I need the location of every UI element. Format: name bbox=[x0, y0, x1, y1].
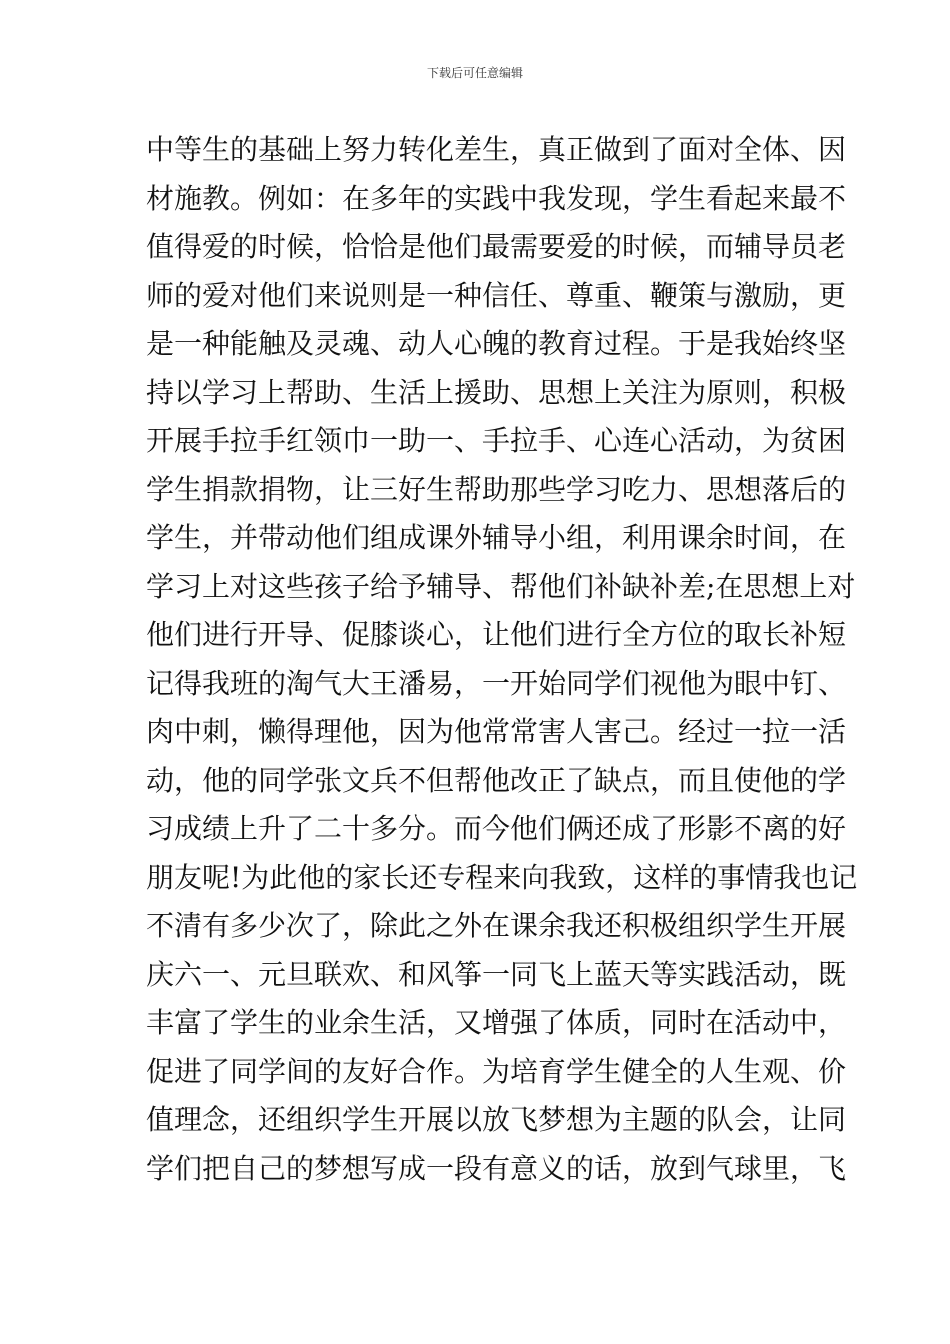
text-line: 促进了同学间的友好合作。为培育学生健全的人生观、价 bbox=[146, 1054, 847, 1088]
text-line: 肉中刺，懒得理他，因为他常常害人害己。经过一拉一活 bbox=[146, 715, 847, 748]
text-line: 材施教。例如：在多年的实践中我发现，学生看起来最不 bbox=[146, 181, 847, 215]
text-line: 学生，并带动他们组成课外辅导小组，利用课余时间，在 bbox=[146, 521, 847, 554]
text-line: 是一种能触及灵魂、动人心魄的教育过程。于是我始终坚 bbox=[146, 327, 847, 360]
text-line: 记得我班的淘气大王潘易，一开始同学们视他为眼中钉、 bbox=[146, 666, 847, 700]
text-line: 不清有多少次了，除此之外在课余我还积极组织学生开展 bbox=[146, 909, 847, 942]
text-line: 值得爱的时候，恰恰是他们最需要爱的时候，而辅导员老 bbox=[146, 230, 847, 263]
text-line: 值理念，还组织学生开展以放飞梦想为主题的队会，让同 bbox=[146, 1103, 847, 1136]
text-line: 中等生的基础上努力转化差生，真正做到了面对全体、因 bbox=[146, 133, 847, 166]
text-line: 习成绩上升了二十多分。而今他们俩还成了形影不离的好 bbox=[146, 812, 847, 845]
text-line: 学习上对这些孩子给予辅导、帮他们补缺补差;在思想上对 bbox=[146, 569, 856, 603]
text-line: 开展手拉手红领巾一助一、手拉手、心连心活动，为贫困 bbox=[146, 424, 847, 457]
text-line: 庆六一、元旦联欢、和风筝一同飞上蓝天等实践活动，既 bbox=[146, 957, 847, 991]
body-paragraph bbox=[146, 126, 858, 1193]
text-line: 师的爱对他们来说则是一种信任、尊重、鞭策与激励，更 bbox=[146, 278, 847, 312]
text-line: 他们进行开导、促膝谈心，让他们进行全方位的取长补短 bbox=[146, 618, 847, 651]
text-line: 学们把自己的梦想写成一段有意义的话，放到气球里，飞 bbox=[146, 1151, 847, 1185]
text-line: 朋友呢!为此他的家长还专程来向我致，这样的事情我也记 bbox=[146, 860, 858, 894]
text-line: 学生捐款捐物，让三好生帮助那些学习吃力、思想落后的 bbox=[146, 472, 847, 506]
page-header: 下载后可任意编辑 bbox=[426, 66, 523, 80]
text-line: 丰富了学生的业余生活，又增强了体质，同时在活动中， bbox=[146, 1006, 847, 1039]
text-line: 动，他的同学张文兵不但帮他改正了缺点，而且使他的学 bbox=[146, 763, 847, 797]
text-line: 持以学习上帮助、生活上援助、思想上关注为原则，积极 bbox=[146, 375, 847, 409]
